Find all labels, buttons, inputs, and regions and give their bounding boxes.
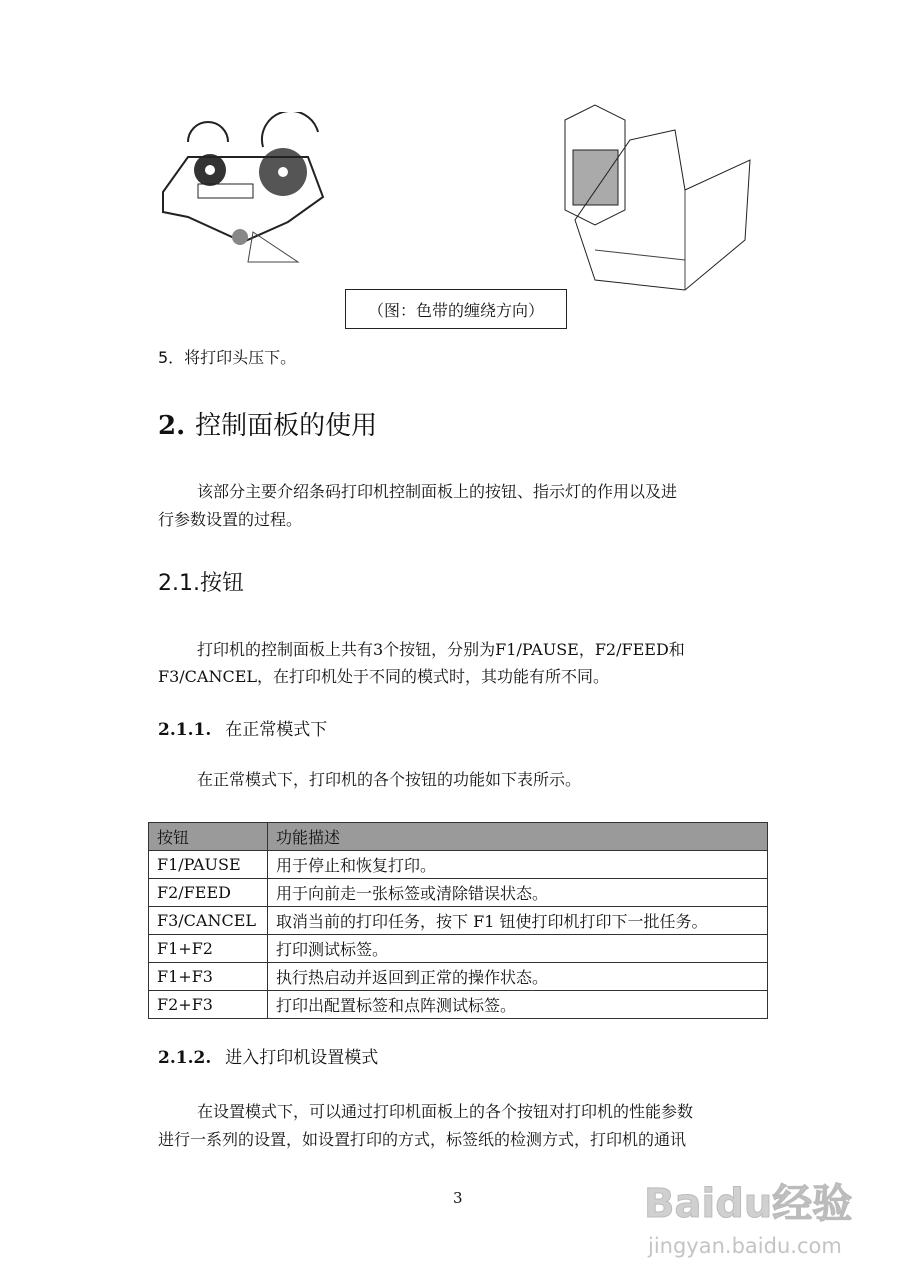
table-row bbox=[149, 879, 768, 907]
section-2-1-2-heading bbox=[158, 1044, 378, 1072]
button-cell: F3/CANCEL bbox=[149, 907, 268, 935]
ribbon-path-diagram bbox=[158, 112, 333, 272]
figure-caption: （图：色带的缠绕方向） bbox=[345, 289, 567, 329]
section-2-1-paragraph-line1: 打印机的控制面板上共有3个按钮，分别为F1/PAUSE，F2/FEED和 bbox=[197, 640, 685, 659]
section-title: 进入打印机设置模式 bbox=[225, 1048, 379, 1068]
section-2-1-heading: 2.1.按钮 bbox=[158, 571, 244, 596]
section-2-heading bbox=[158, 405, 377, 442]
table-row bbox=[149, 907, 768, 935]
description-cell: 取消当前的打印任务，按下 F1 钮使打印机打印下一批任务。 bbox=[268, 907, 768, 935]
description-cell: 执行热启动并返回到正常的操作状态。 bbox=[268, 963, 768, 991]
description-cell: 打印出配置标签和点阵测试标签。 bbox=[268, 991, 768, 1019]
section-2-1-2-paragraph-line1: 在设置模式下，可以通过打印机面板上的各个按钮对打印机的性能参数 bbox=[197, 1102, 694, 1121]
section-2-1-1-paragraph: 在正常模式下，打印机的各个按钮的功能如下表所示。 bbox=[197, 770, 582, 789]
section-title: 在正常模式下 bbox=[225, 720, 328, 740]
description-cell: 用于停止和恢复打印。 bbox=[268, 851, 768, 879]
section-number: 2. bbox=[158, 411, 186, 441]
step-5-text: 5．将打印头压下。 bbox=[158, 348, 297, 367]
section-2-paragraph-line2: 行参数设置的过程。 bbox=[158, 510, 303, 529]
button-cell: F1/PAUSE bbox=[149, 851, 268, 879]
page-number: 3 bbox=[453, 1189, 463, 1207]
button-cell: F2+F3 bbox=[149, 991, 268, 1019]
section-2-1-2-paragraph-line2: 进行一系列的设置，如设置打印的方式，标签纸的检测方式，打印机的通讯 bbox=[158, 1130, 687, 1149]
header-cell: 按钮 bbox=[149, 823, 268, 851]
button-cell: F1+F2 bbox=[149, 935, 268, 963]
button-cell: F1+F3 bbox=[149, 963, 268, 991]
table-header-row bbox=[149, 823, 768, 851]
table-row bbox=[149, 851, 768, 879]
printer-illustration bbox=[555, 100, 755, 292]
table-row bbox=[149, 963, 768, 991]
section-title: 控制面板的使用 bbox=[195, 411, 378, 441]
section-2-1-paragraph-line2: F3/CANCEL，在打印机处于不同的模式时，其功能有所不同。 bbox=[158, 667, 610, 686]
watermark-brand: Baidu经验 bbox=[644, 1181, 853, 1227]
section-number: 2.1.1. bbox=[158, 720, 212, 740]
section-2-paragraph-line1: 该部分主要介绍条码打印机控制面板上的按钮、指示灯的作用以及进 bbox=[197, 482, 678, 501]
header-cell: 功能描述 bbox=[268, 823, 768, 851]
description-cell: 打印测试标签。 bbox=[268, 935, 768, 963]
description-cell: 用于向前走一张标签或清除错误状态。 bbox=[268, 879, 768, 907]
button-cell: F2/FEED bbox=[149, 879, 268, 907]
baidu-jingyan-watermark bbox=[636, 1150, 896, 1270]
table-row bbox=[149, 991, 768, 1019]
section-number: 2.1.2. bbox=[158, 1048, 212, 1068]
watermark-url: jingyan.baidu.com bbox=[648, 1234, 842, 1258]
button-function-table bbox=[148, 822, 768, 1019]
section-2-1-1-heading bbox=[158, 716, 327, 744]
table-row bbox=[149, 935, 768, 963]
